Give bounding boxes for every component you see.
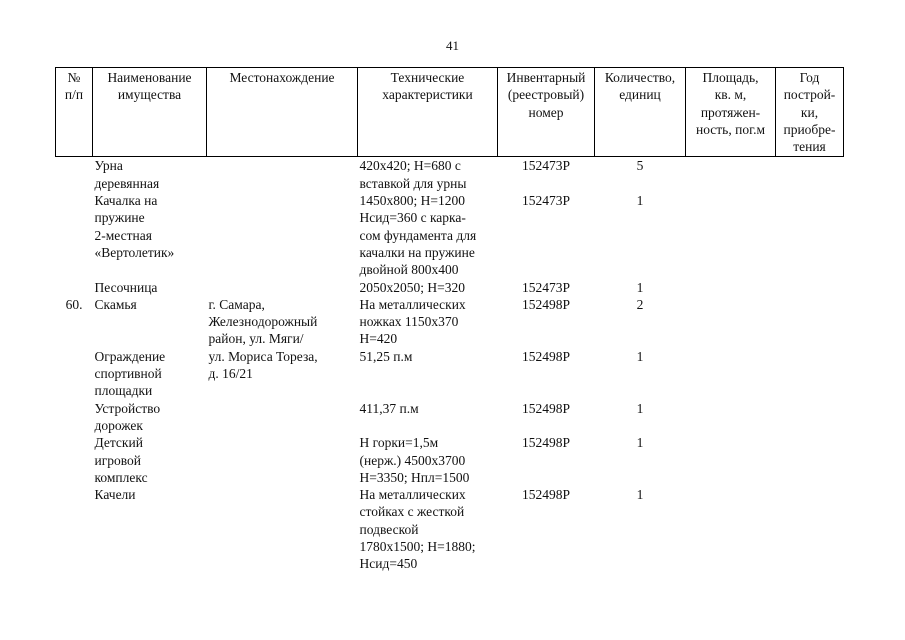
header-area: Площадь, кв. м, протяжен- ность, пог.м bbox=[686, 68, 776, 157]
cell-inventory: 152498Р bbox=[521, 296, 570, 312]
page-number: 41 bbox=[446, 38, 459, 53]
cell-year bbox=[776, 279, 844, 296]
cell-tech: 2050х2050; Н=320 bbox=[359, 279, 465, 295]
header-name: Наименование имущества bbox=[93, 68, 207, 157]
cell-num bbox=[56, 157, 93, 192]
cell-year bbox=[776, 434, 844, 486]
cell-area bbox=[686, 400, 776, 435]
header-tech: Технические характеристики bbox=[358, 68, 498, 157]
table-header-row bbox=[56, 68, 844, 157]
cell-year bbox=[776, 192, 844, 278]
cell-quantity: 1 bbox=[636, 487, 644, 503]
cell-num bbox=[56, 279, 93, 296]
cell-num bbox=[56, 400, 93, 435]
header-number: № п/п bbox=[56, 68, 93, 157]
property-table bbox=[55, 67, 844, 573]
cell-name: Урна деревянная bbox=[94, 158, 160, 191]
cell-location bbox=[207, 157, 358, 192]
cell-name: Устройство дорожек bbox=[94, 400, 161, 433]
cell-inventory: 152473Р bbox=[521, 193, 570, 209]
cell-quantity: 1 bbox=[636, 400, 644, 416]
cell-area bbox=[686, 434, 776, 486]
cell-num: 60. bbox=[65, 296, 83, 312]
cell-name: Качели bbox=[94, 487, 136, 503]
cell-tech: 411,37 п.м bbox=[359, 400, 419, 416]
cell-name: Качалка на пружине 2-местная «Вертолетик» bbox=[94, 193, 175, 260]
header-quantity: Количество, единиц bbox=[595, 68, 686, 157]
cell-inventory: 152473Р bbox=[521, 158, 570, 174]
table-row bbox=[56, 434, 844, 486]
cell-inventory: 152498Р bbox=[521, 435, 570, 451]
cell-name: Детский игровой комплекс bbox=[94, 435, 148, 485]
cell-location bbox=[207, 486, 358, 572]
table-row bbox=[56, 192, 844, 278]
cell-area bbox=[686, 157, 776, 192]
cell-quantity: 1 bbox=[636, 279, 644, 295]
cell-area bbox=[686, 486, 776, 572]
cell-num bbox=[56, 434, 93, 486]
table-row bbox=[56, 400, 844, 435]
table-row bbox=[56, 296, 844, 348]
cell-name: Ограждение спортивной площадки bbox=[94, 348, 166, 399]
cell-inventory: 152498Р bbox=[521, 348, 570, 364]
cell-inventory: 152498Р bbox=[521, 400, 570, 416]
table-row bbox=[56, 279, 844, 296]
cell-tech: На металлических стойках с жесткой подвеской 1780х1500; Н=1880; Нсид=450 bbox=[359, 487, 476, 572]
cell-inventory: 152498Р bbox=[521, 487, 570, 503]
cell-tech: 51,25 п.м bbox=[359, 348, 413, 364]
table-row bbox=[56, 348, 844, 400]
cell-location: г. Самара, Железнодорожный район, ул. Мяги/ ул. Мориса Тореза, д. 16/21 bbox=[208, 296, 318, 382]
header-inventory: Инвентарный (реестровый) номер bbox=[498, 68, 595, 157]
header-location: Местонахождение bbox=[207, 68, 358, 157]
cell-tech: 420х420; Н=680 с вставкой для урны bbox=[359, 158, 467, 191]
cell-area bbox=[686, 192, 776, 278]
cell-year bbox=[776, 486, 844, 572]
cell-num bbox=[56, 348, 93, 400]
cell-year bbox=[776, 157, 844, 192]
cell-year bbox=[776, 400, 844, 435]
cell-num bbox=[56, 192, 93, 278]
cell-quantity: 1 bbox=[636, 193, 644, 209]
header-year: Год построй- ки, приобре- тения bbox=[776, 68, 844, 157]
cell-quantity: 1 bbox=[636, 348, 644, 364]
cell-quantity: 2 bbox=[636, 296, 644, 312]
cell-num bbox=[56, 486, 93, 572]
cell-area bbox=[686, 296, 776, 348]
cell-tech: На металлических ножках 1150х370 Н=420 bbox=[359, 296, 466, 347]
cell-tech: 1450х800; Н=1200 Нсид=360 с карка- сом фундамента для качалки на пружине двойной 800х400 bbox=[359, 193, 477, 278]
cell-location bbox=[207, 192, 358, 278]
cell-year bbox=[776, 296, 844, 348]
cell-area bbox=[686, 348, 776, 400]
cell-inventory: 152473Р bbox=[521, 279, 570, 295]
cell-name: Скамья bbox=[94, 296, 137, 312]
cell-area bbox=[686, 279, 776, 296]
cell-name: Песочница bbox=[94, 279, 158, 295]
table-row bbox=[56, 486, 844, 572]
cell-location bbox=[207, 279, 358, 296]
cell-year bbox=[776, 348, 844, 400]
cell-location bbox=[207, 434, 358, 486]
cell-tech: Н горки=1,5м (нерж.) 4500х3700 Н=3350; Нпл=1500 bbox=[359, 435, 470, 485]
table-row bbox=[56, 157, 844, 192]
cell-quantity: 1 bbox=[636, 435, 644, 451]
cell-quantity: 5 bbox=[636, 158, 644, 174]
